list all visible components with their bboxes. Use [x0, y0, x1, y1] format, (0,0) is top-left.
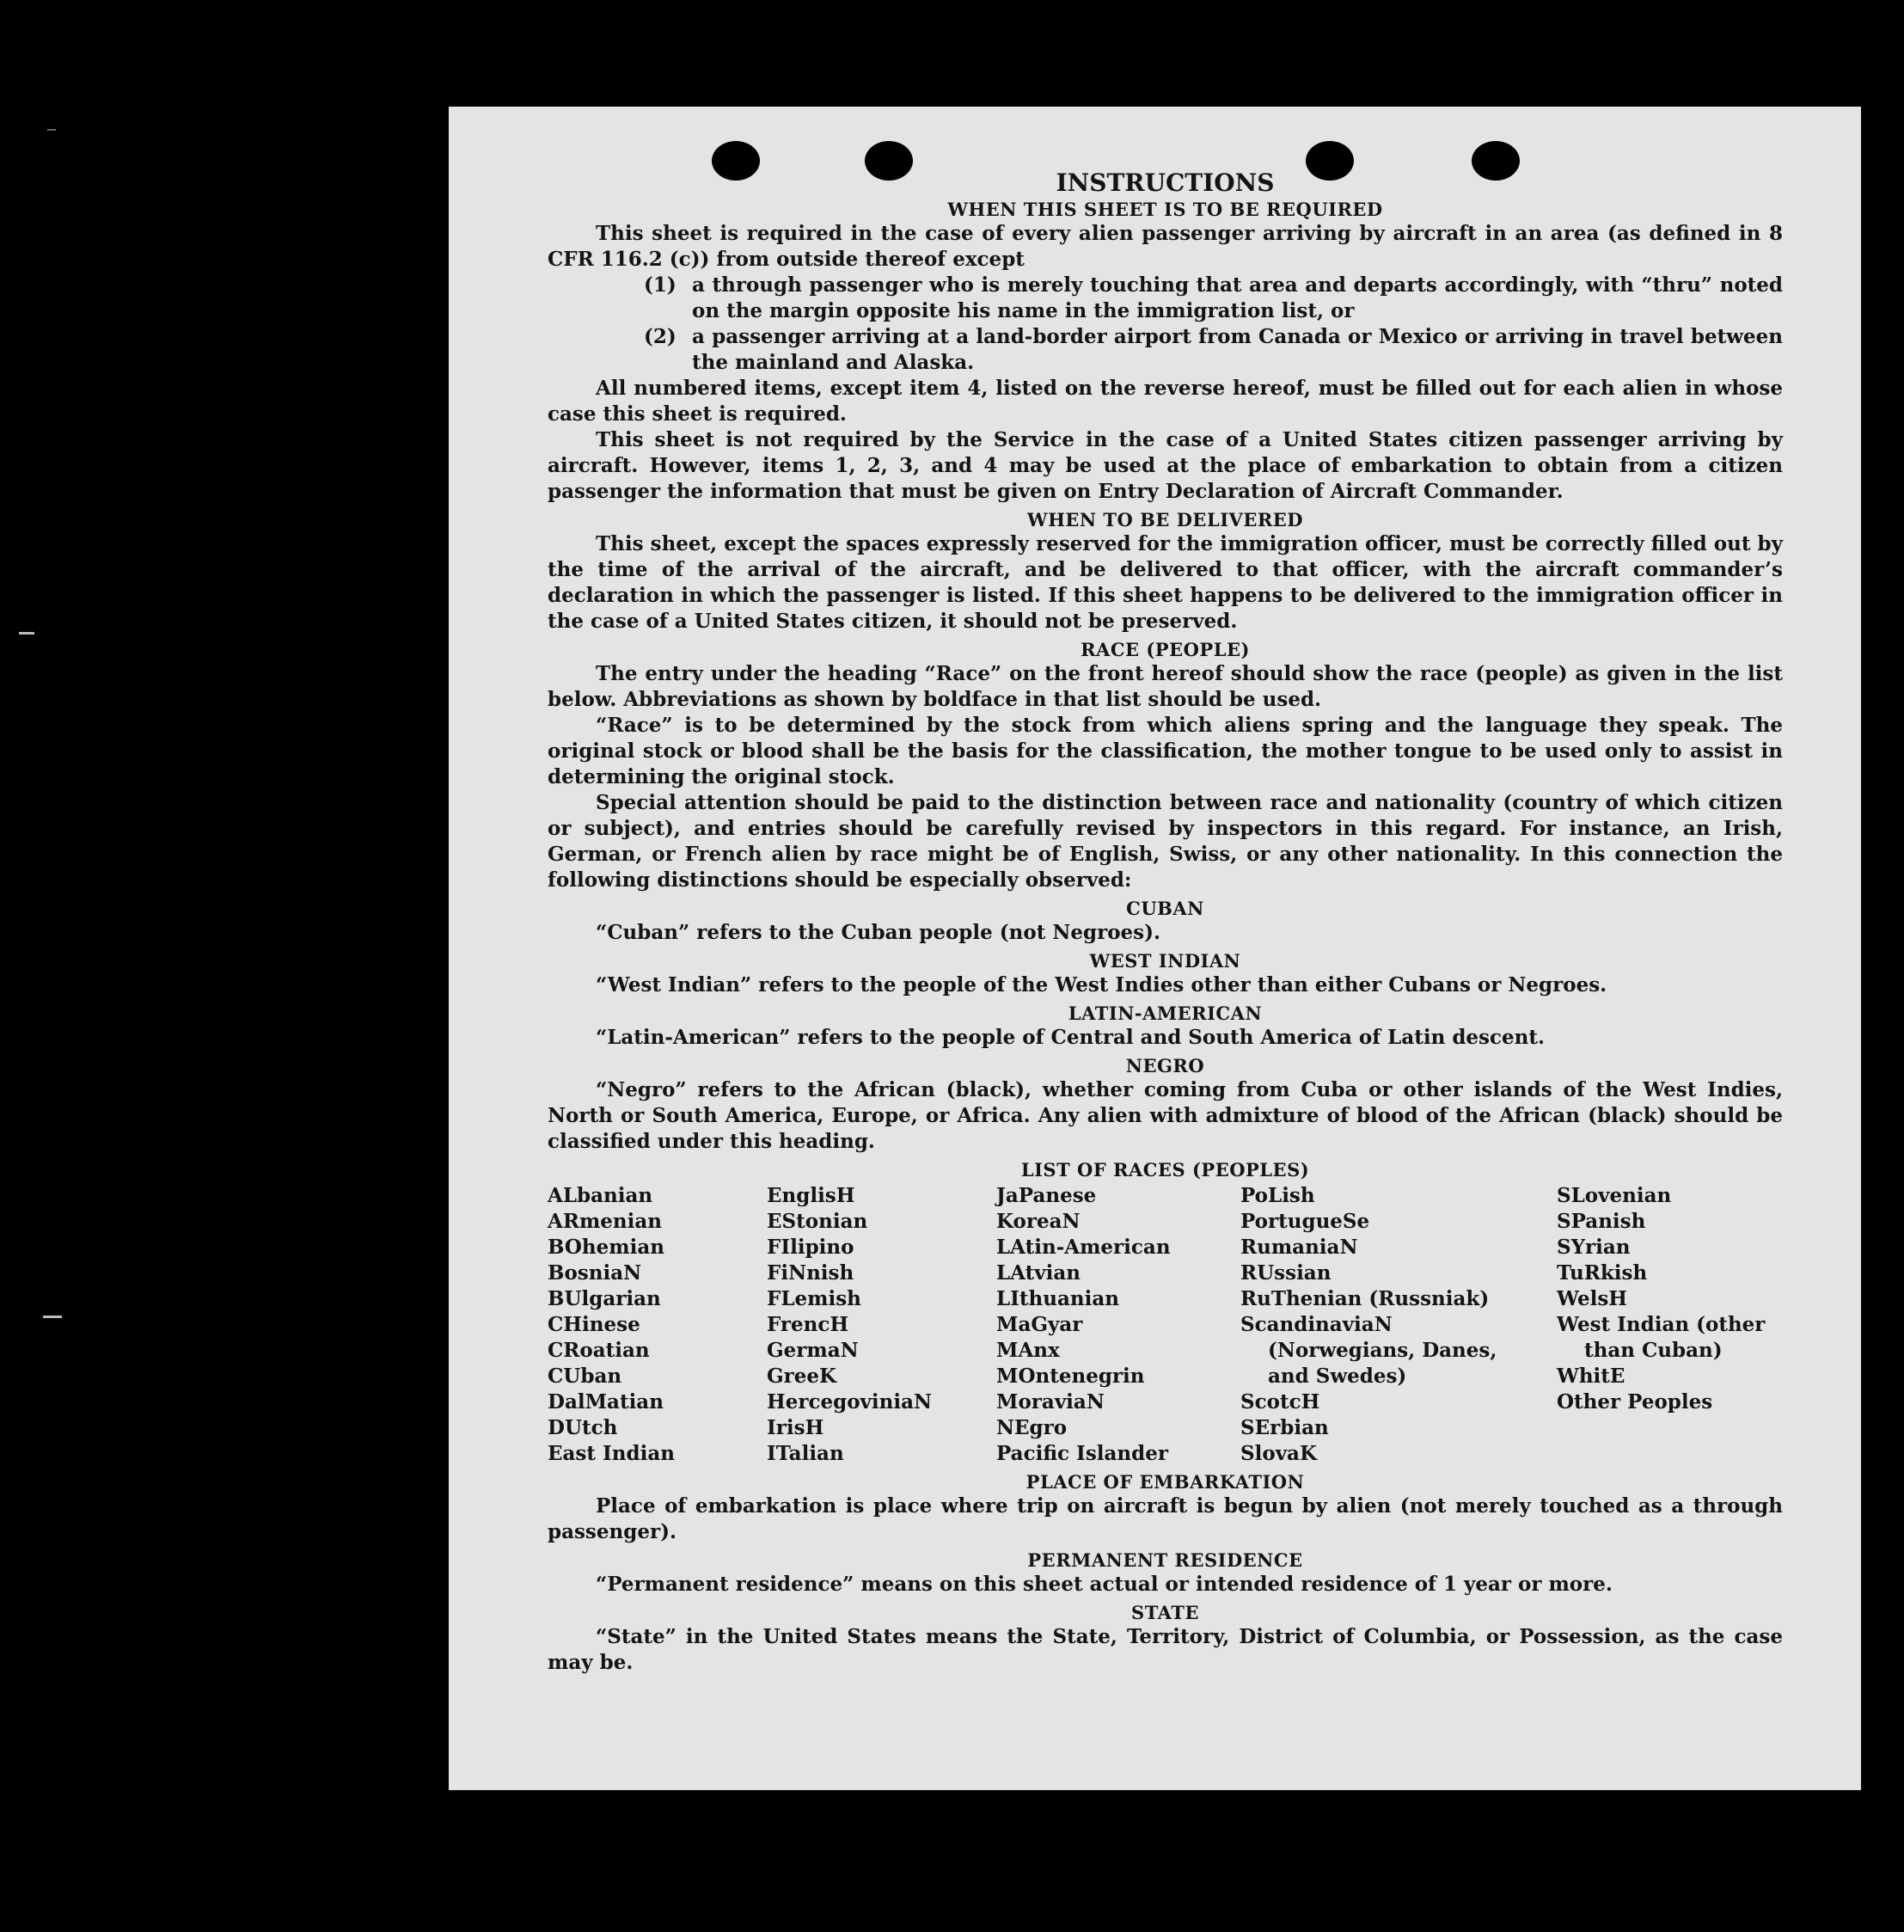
race-entry: FrencH	[767, 1313, 849, 1336]
races-column	[1240, 1183, 1557, 1467]
item-number: (1)	[644, 273, 677, 297]
section-heading: NEGRO	[1125, 1055, 1205, 1076]
race-entry: Pacific Islander	[996, 1442, 1168, 1465]
race-entry: BOhemian	[548, 1236, 664, 1259]
race-entry: ScandinaviaN (Norwegians, Danes, and Swedes)	[1240, 1313, 1497, 1388]
race-entry: MaGyar	[996, 1313, 1083, 1336]
race-entry: GreeK	[767, 1365, 837, 1388]
race-entry: Other Peoples	[1557, 1390, 1713, 1414]
races-column	[1557, 1183, 1783, 1467]
race-entry: SErbian	[1240, 1416, 1329, 1439]
race-entry: EnglisH	[767, 1184, 855, 1207]
race-entry: PortugueSe	[1240, 1210, 1370, 1233]
section-heading: PLACE OF EMBARKATION	[1025, 1471, 1305, 1493]
instructions-content	[548, 169, 1783, 1676]
race-entry: LAtin-American	[996, 1236, 1171, 1259]
race-entry: MOntenegrin	[996, 1365, 1145, 1388]
race-entry: West Indian (other than Cuban)	[1557, 1313, 1766, 1362]
paragraph: The entry under the heading “Race” on the front hereof should show the race (people) as given in the list below. Abbreviations as shown by boldface in that list should be used.	[548, 662, 1783, 711]
race-entry: DUtch	[548, 1416, 618, 1439]
race-entry: BUlgarian	[548, 1287, 661, 1310]
paragraph: “Latin-American” refers to the people of Central and South America of Latin descent.	[596, 1026, 1545, 1049]
race-entry: WhitE	[1557, 1365, 1625, 1388]
paragraph: “Negro” refers to the African (black), whether coming from Cuba or other islands of the West Indies, North or South America, Europe, or Africa. Any alien with admixture of blood of the African (black) should be classified under this heading.	[548, 1078, 1783, 1153]
race-entry: RumaniaN	[1240, 1236, 1358, 1259]
race-entry: CRoatian	[548, 1339, 650, 1362]
races-column	[548, 1183, 767, 1467]
film-mark	[19, 632, 34, 635]
race-entry: MAnx	[996, 1339, 1060, 1362]
film-mark	[47, 129, 56, 131]
race-entry: EStonian	[767, 1210, 868, 1233]
race-entry: East Indian	[548, 1442, 675, 1465]
paragraph: “Cuban” refers to the Cuban people (not Negroes).	[596, 921, 1161, 944]
film-mark	[43, 1316, 62, 1318]
paragraph: This sheet is not required by the Service in the case of a United States citizen passenger arriving by aircraft. However, items 1, 2, 3, and 4 may be used at the place of embarkation to obtain from a citizen passenger the information that must be given on Entry Declaration of Aircraft Commander.	[548, 428, 1783, 503]
paragraph: All numbered items, except item 4, listed on the reverse hereof, must be filled out for each alien in whose case this sheet is required.	[548, 377, 1783, 426]
paragraph: Place of embarkation is place where trip on aircraft is begun by alien (not merely touched as a through passenger).	[548, 1494, 1783, 1543]
race-entry: RuThenian (Russniak)	[1240, 1287, 1490, 1310]
document-page	[449, 107, 1861, 1790]
race-entry: ALbanian	[548, 1184, 653, 1207]
race-entry: IrisH	[767, 1416, 824, 1439]
race-entry: TuRkish	[1557, 1261, 1648, 1285]
paragraph: “Race” is to be determined by the stock from which aliens spring and the language they speak. The original stock or blood shall be the basis for the classification, the mother tongue to be used only to assist in determining the original stock.	[548, 714, 1783, 788]
race-entry: LIthuanian	[996, 1287, 1119, 1310]
page-title: INSTRUCTIONS	[1056, 169, 1275, 197]
race-entry: JaPanese	[996, 1184, 1097, 1207]
race-entry: SLovenian	[1557, 1184, 1672, 1207]
item-text: a through passenger who is merely touching that area and departs accordingly, with “thru” noted on the margin opposite his name in the immigration list, or	[692, 273, 1783, 322]
race-entry: FiNnish	[767, 1261, 854, 1285]
section-heading: PERMANENT RESIDENCE	[1027, 1549, 1303, 1571]
race-entry: CHinese	[548, 1313, 640, 1336]
section-heading: CUBAN	[1126, 898, 1204, 919]
section-heading: RACE (PEOPLE)	[1081, 639, 1250, 660]
race-entry: HercegoviniaN	[767, 1390, 933, 1414]
paragraph: Special attention should be paid to the distinction between race and nationality (country of which citizen or subject), and entries should be carefully revised by inspectors in this regard. For instance, an Irish, German, or French alien by race might be of English, Swiss, or any other nationality. In this connection the following distinctions should be especially observed:	[548, 791, 1783, 892]
race-entry: FIlipino	[767, 1236, 854, 1259]
race-entry: SYrian	[1557, 1236, 1631, 1259]
race-entry: RUssian	[1240, 1261, 1332, 1285]
paragraph: This sheet is required in the case of every alien passenger arriving by aircraft in an area (as defined in 8 CFR 116.2 (c)) from outside thereof except	[548, 222, 1783, 271]
races-table	[548, 1183, 1783, 1467]
section-heading: WHEN TO BE DELIVERED	[1026, 509, 1303, 531]
race-entry: SPanish	[1557, 1210, 1646, 1233]
races-column	[767, 1183, 996, 1467]
race-entry: LAtvian	[996, 1261, 1081, 1285]
list-item	[548, 324, 1783, 376]
section-heading: WEST INDIAN	[1089, 950, 1241, 972]
item-text: a passenger arriving at a land-border airport from Canada or Mexico or arriving in travel between the mainland and Alaska.	[692, 325, 1783, 374]
race-entry: MoraviaN	[996, 1390, 1105, 1414]
exception-list	[548, 273, 1783, 376]
paragraph: “Permanent residence” means on this sheet actual or intended residence of 1 year or more.	[596, 1573, 1613, 1596]
section-heading: STATE	[1131, 1602, 1199, 1623]
race-entry: FLemish	[767, 1287, 861, 1310]
race-entry: GermaN	[767, 1339, 859, 1362]
races-column	[996, 1183, 1240, 1467]
race-entry: CUban	[548, 1365, 622, 1388]
paragraph: “West Indian” refers to the people of the West Indies other than either Cubans or Negroes.	[596, 973, 1607, 997]
race-entry: SlovaK	[1240, 1442, 1317, 1465]
section-heading: LIST OF RACES (PEOPLES)	[1020, 1159, 1310, 1181]
race-entry: KoreaN	[996, 1210, 1081, 1233]
race-entry: DalMatian	[548, 1390, 664, 1414]
list-item	[548, 273, 1783, 324]
section-heading: WHEN THIS SHEET IS TO BE REQUIRED	[947, 199, 1383, 220]
paragraph: “State” in the United States means the State, Territory, District of Columbia, or Possession, as the case may be.	[548, 1625, 1783, 1674]
race-entry: ScotcH	[1240, 1390, 1320, 1414]
race-entry: WelsH	[1557, 1287, 1628, 1310]
race-entry: PoLish	[1240, 1184, 1315, 1207]
paragraph: This sheet, except the spaces expressly reserved for the immigration officer, must be correctly filled out by the time of the arrival of the aircraft, and be delivered to that officer, with the aircraft commander’s declaration in which the passenger is listed. If this sheet happens to be delivered to the immigration officer in the case of a United States citizen, it should not be preserved.	[548, 532, 1783, 633]
item-number: (2)	[644, 325, 677, 348]
race-entry: NEgro	[996, 1416, 1068, 1439]
race-entry: BosniaN	[548, 1261, 642, 1285]
section-heading: LATIN-AMERICAN	[1068, 1003, 1263, 1024]
race-entry: ARmenian	[548, 1210, 663, 1233]
race-entry: ITalian	[767, 1442, 844, 1465]
